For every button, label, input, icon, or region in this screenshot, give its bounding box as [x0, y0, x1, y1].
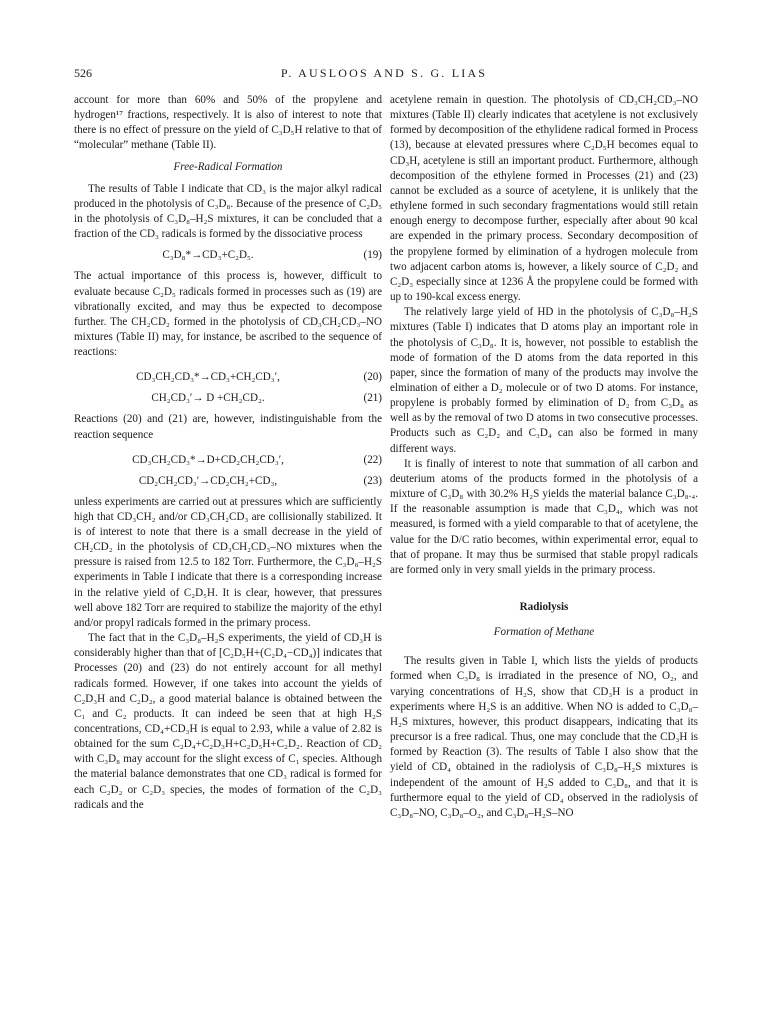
paragraph: It is finally of interest to note that summation of all carbon and deuterium atoms of the products formed in the photolysis of a mixture of C₃D₈ with 30.2% H₂S yields the material balance C₃D₈.₄. If the reasonable assumption is made that C₃D₄, which was not measured, is formed with a yield comparable to that of acetylene, the value for the D/C ratio becomes, within experimental error, equal to that of propane. It may thus be surmised that stable propyl radicals are formed only in very small yields in the primary process. — [390, 457, 698, 576]
paragraph: The results given in Table I, which lists the yields of products formed when C₃D₈ is irradiated in the presence of NO, O₂, and varying concentrations of H₂S, show that CD₃H is a product in experiments where H₂S is an additive. When NO is added to C₃D₈–H₂S mixtures, however, this product disappears, indicating that its precursor is a free radical. Thus, one may conclude that the CD₃H is formed by Reaction (3). The results of Table I also show that the yield of CD₄ obtained in the radiolysis of C₃D₈–H₂S mixtures is independent of the amount of H₂S added to C₃D₈, and that it is furthermore equal to the yield of CD₄ observed in the radiolysis of C₃D₈–NO, C₃D₈–O₂, and C₃D₈–H₂S–NO — [390, 655, 698, 819]
paragraph: The results of Table I indicate that CD₃ is the major alkyl radical produced in the photolysis of C₃D₈. Because of the presence of C₂D₅ in the photolysis of C₃D₈–H₂S mixtures, it can be concluded that a fraction of the CD₃ radicals is formed by the dissociative process — [74, 182, 382, 241]
equation-expression: CD₃CH₂CD₃*→D+CD₂CH₂CD₃′, — [132, 453, 284, 466]
equation-expression: CH₂CD₃′→ D +CH₂CD₂. — [151, 392, 265, 405]
paragraph: account for more than 60% and 50% of the propylene and hydrogen¹⁷ fractions, respectively. It is also of interest to note that there is no effect of pressure on the yield of C₃D₅H relative to that of “molecular” methane (Table II). — [74, 94, 382, 152]
section-heading: Free-Radical Formation — [173, 160, 283, 173]
paragraph: The actual importance of this process is, however, difficult to evaluate because C₂D₅ radicals formed in processes such as (19) are vibrationally excited, and may thus be expected to decompose further. The CH₂CD₂ formed in the photolysis of CD₃CH₂CD₃–NO mixtures (Table II) may, for instance, be ascribed to the sequence of reactions: — [74, 270, 382, 359]
paragraph: The fact that in the C₃D₈–H₂S experiments, the yield of CD₃H is considerably higher than that of [C₂D₅H+(C₂D₄−CD₄)] indicates that Processes (20) and (23) do not entirely account for all methyl radicals formed. However, if one takes into account the yields of C₂D₃H and C₂D₂, a good material balance is obtained between the C₁ and C₂ products. It can indeed be seen that at high H₂S concentrations, CD₄+CD₃H is equal to 2.93, while a value of 2.82 is obtained for the sum C₂D₄+C₂D₃H+C₂D₅H+C₂D₂. Reaction of CD₂ with C₃D₈ may account for the slight excess of C₁ species. Although the material balance demonstrates that one CD₃ radical is formed for each C₂D₂ or C₂D₃ species, the modes of formation of the C₂D₃ radicals and the — [74, 632, 382, 811]
right-column — [390, 93, 698, 821]
equation-19 — [74, 248, 382, 263]
paragraph: unless experiments are carried out at pressures which are sufficiently high that CD₃CH₂ and/or CD₃CH₂CD₃ are collisionally stabilized. It is of interest to note that there is a small decrease in the yield of CH₂CD₂ in the photolysis of CD₃CH₂CD₃–NO mixtures when the pressure is raised from 12.5 to 182 Torr. Furthermore, the C₃D₈–H₂S experiments in Table I indicate that there is a corresponding increase in the relative yield of C₂D₅H. It is clear, however, that pressures well above 182 Torr are required to stabilize the majority of the ethyl and/or propyl radicals formed in the primary process. — [74, 495, 382, 629]
page-header — [74, 66, 694, 82]
paragraph: Reactions (20) and (21) are, however, indistinguishable from the reaction sequence — [74, 413, 382, 441]
subsection-heading: Formation of Methane — [493, 626, 595, 639]
equation-21 — [74, 391, 382, 406]
section-heading: Radiolysis — [519, 601, 569, 613]
running-head: P. AUSLOOS AND S. G. LIAS — [280, 66, 488, 80]
left-column — [74, 93, 382, 813]
equation-expression: C₃D₈*→CD₃+C₂D₅. — [162, 249, 254, 262]
equation-23 — [74, 474, 382, 489]
equation-20 — [74, 370, 382, 385]
page-number: 526 — [74, 66, 92, 80]
equation-expression: CD₃CH₂CD₃*→CD₃+CH₂CD₃′, — [136, 371, 280, 384]
equation-number: (22) — [363, 453, 382, 466]
equation-number: (21) — [363, 392, 382, 405]
equation-number: (23) — [363, 474, 382, 487]
paragraph: The relatively large yield of HD in the photolysis of C₃D₈–H₂S mixtures (Table I) indicates that D atoms play an important role in the photolysis of C₃D₈. It is, however, not possible to establish the mode of formation of the D atoms from the data reported in this paper, since the formation of many of the products may involve the elmination of either a D₂ molecule or of two D atoms. For instance, propylene is probably formed by elimination of D₂ from C₃D₈ as well as by the removal of two D atoms in two consecutive processes. Products such as C₂D₂ and C₃D₄ can also be formed in many different ways. — [390, 306, 698, 455]
equation-22 — [74, 453, 382, 468]
paragraph: acetylene remain in question. The photolysis of CD₃CH₂CD₃–NO mixtures (Table II) clearly indicates that acetylene is not exclusively formed by decomposition of the ethylidene radical formed in Process (13), because at elevated pressures where C₂D₅H becomes equal to CD₃H, acetylene is still an important product. Furthermore, although decomposition of the ethylene formed in Processes (21) and (23) cannot be excluded as a source of acetylene, it is unlikely that the ethylene formed in such secondary fragmentations would still retain enough energy to decompose further, especially after about 90 kcal are expended in the primary process. Secondary decomposition of the propylene formed by elimination of a hydrogen molecule from two adjacent carbon atoms is, however, a likely source of C₂D₂ and C₂D₃ especially since at 1236 Å the propylene could be formed with up to 190-kcal excess energy. — [390, 94, 698, 304]
equation-number: (20) — [363, 371, 382, 384]
equation-number: (19) — [363, 249, 382, 262]
equation-expression: CD₂CH₂CD₃′→CD₂CH₂+CD₃, — [138, 474, 278, 487]
